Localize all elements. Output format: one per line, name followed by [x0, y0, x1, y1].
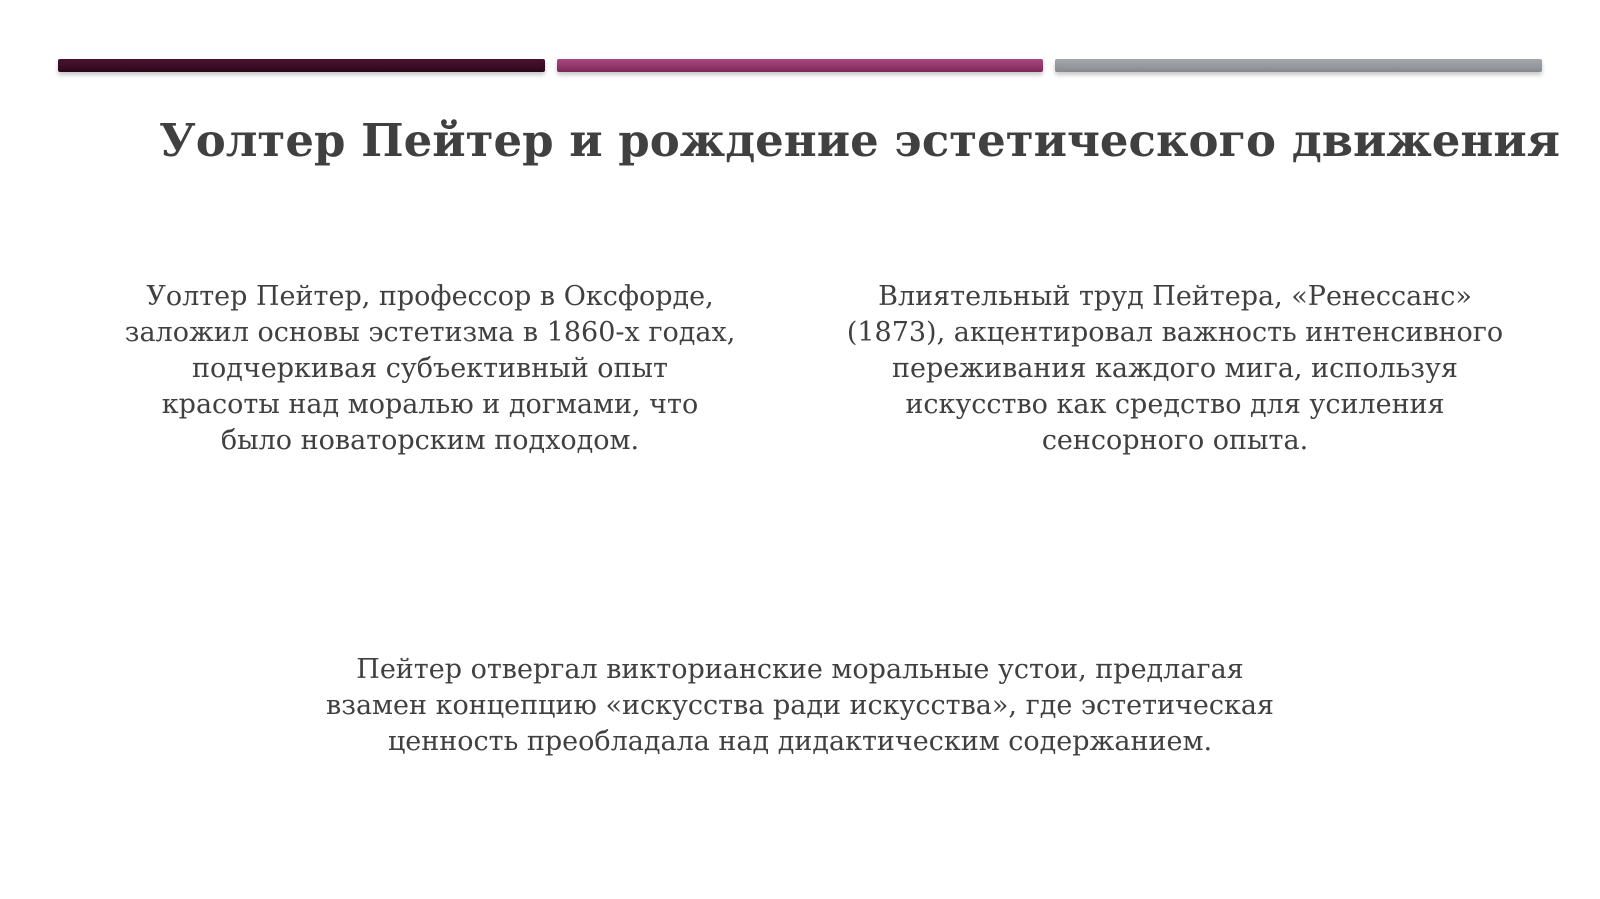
slide-title: Уолтер Пейтер и рождение эстетического движения	[159, 114, 1560, 167]
text-block-bottom: Пейтер отвергал викторианские моральные устои, предлагая взамен концепцию «искусства ради искусства», где эстетическая ценность преобладала над дидактическим содержанием.	[326, 654, 1274, 757]
accent-bar-gray	[1055, 59, 1542, 72]
text-block-right: Влиятельный труд Пейтера, «Ренессанс» (1873), акцентировал важность интенсивного переживания каждого мига, используя искусство как средство для усиления сенсорного опыта.	[846, 281, 1504, 456]
accent-bar-dark	[58, 59, 545, 72]
accent-bar-magenta	[557, 59, 1043, 72]
text-block-left: Уолтер Пейтер, профессор в Оксфорде, заложил основы эстетизма в 1860-х годах, подчеркивая субъективный опыт красоты над моралью и догмами, что было новаторским подходом.	[124, 281, 736, 456]
